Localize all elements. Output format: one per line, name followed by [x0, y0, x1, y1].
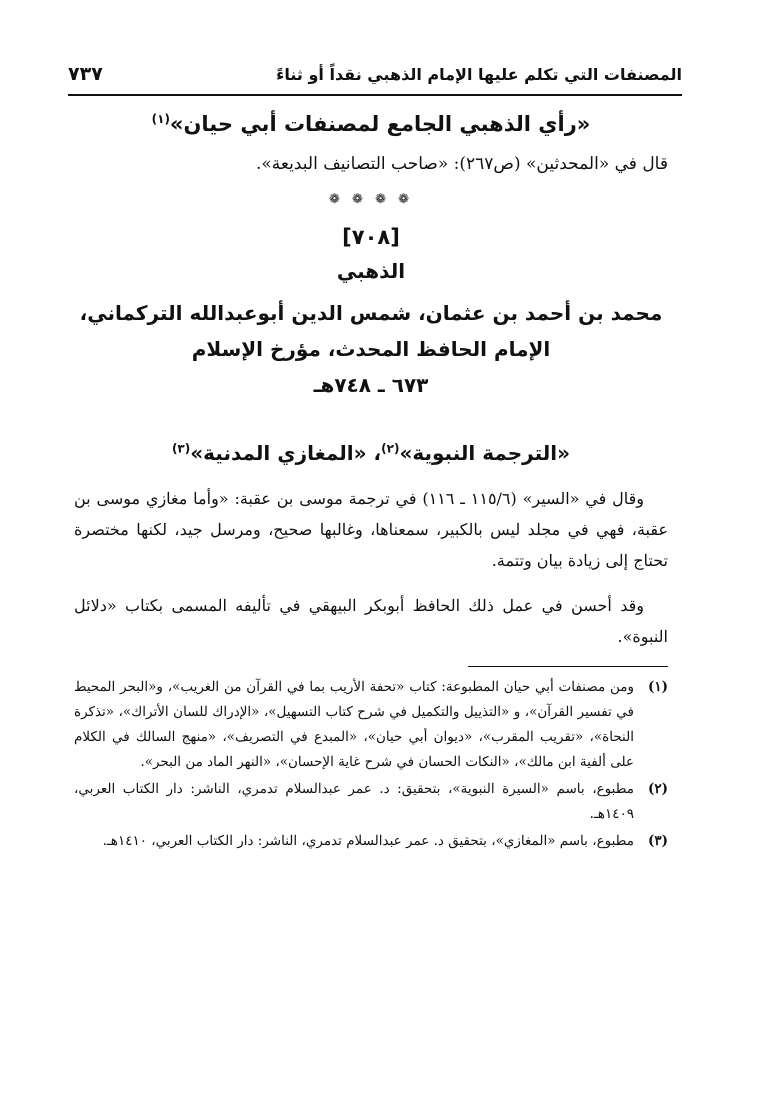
book-title-tarjama: «الترجمة النبوية»: [399, 441, 571, 465]
running-header: [68, 58, 682, 96]
quote-line: قال في «المحدثين» (ص٢٦٧): «صاحب التصانيف البديعة».: [255, 154, 668, 174]
footnote-text: ومن مصنفات أبي حيان المطبوعة: كتاب «تحفة الأريب بما في القرآن من الغريب»، و«البحر المحيط في تفسير القرآن»، و «التذييل والتكميل في شرح كتاب التسهيل»، «الإدراك للسان الأتراك»، «تذكرة النحاة»، «تقريب المقرب»، «ديوان أبي حيان»، «المبدع في التصريف»، «منهج السالك في الكلام على ألفية ابن مالك»، «النكات الحسان في شرح غاية الإحسان»، «النهر الماد من البحر».: [74, 679, 634, 770]
section-title-maghazi: [74, 441, 668, 465]
footnote-mark: (٣): [647, 833, 668, 849]
separator-stars: ❁ ❁ ❁ ❁: [329, 192, 413, 207]
footnote-divider: [468, 666, 668, 667]
entry-full-name-1: محمد بن أحمد بن عثمان، شمس الدين أبوعبدالله التركماني،: [79, 301, 663, 325]
footnote-2: [74, 777, 668, 827]
entry-full-name-2: الإمام الحافظ المحدث، مؤرخ الإسلام: [191, 337, 551, 361]
footnote-text: مطبوع، باسم «السيرة النبوية»، بتحقيق: د. عمر عبدالسلام تدمري، الناشر: دار الكتاب العربي، ١٤٠٩هـ.: [74, 781, 634, 822]
footnote-ref-1: (١): [151, 112, 170, 126]
footnote-ref-3: (٣): [171, 441, 191, 456]
page-number: ٧٣٧: [68, 63, 103, 85]
footnote-text: مطبوع، باسم «المغازي»، بتحقيق د. عمر عبدالسلام تدمري، الناشر: دار الكتاب العربي، ١٤١٠هـ.: [102, 833, 634, 849]
book-title-maghazi: «المغازي المدنية»: [190, 441, 367, 465]
footnote-ref-2: (٢): [381, 441, 400, 456]
section-title-abu-hayyan: [74, 112, 668, 136]
footnote-1: [74, 675, 668, 775]
section-title-text: «رأي الذهبي الجامع لمصنفات أبي حيان»: [169, 112, 591, 136]
paragraph-siyar: وقال في «السير» (١١٥/٦ ـ ١١٦) في ترجمة موسى بن عقبة: «وأما مغازي موسى بن عقبة، فهي في مجلد ليس بالكبير، سمعناها، وغالبها صحيح، ومرسل جيد، لكنها مختصرة تحتاج إلى زيادة بيان وتتمة.: [74, 489, 668, 570]
footnote-3: [74, 829, 668, 854]
entry-author-name: الذهبي: [336, 259, 406, 283]
footnote-mark: (١): [647, 679, 668, 695]
title-separator: ،: [366, 441, 382, 465]
entry-number: [٧٠٨]: [342, 225, 400, 249]
paragraph-bayhaqi: وقد أحسن في عمل ذلك الحافظ أبوبكر البيهقي في تأليفه المسمى بكتاب «دلائل النبوة».: [74, 596, 668, 646]
entry-dates: ٦٧٣ ـ ٧٤٨هـ: [313, 373, 429, 397]
footnote-mark: (٢): [647, 781, 668, 797]
page-body: [74, 112, 668, 856]
footnotes: [74, 675, 668, 854]
running-title: المصنفات التي تكلم عليها الإمام الذهبي نقداً أو ثناءً: [276, 64, 682, 84]
